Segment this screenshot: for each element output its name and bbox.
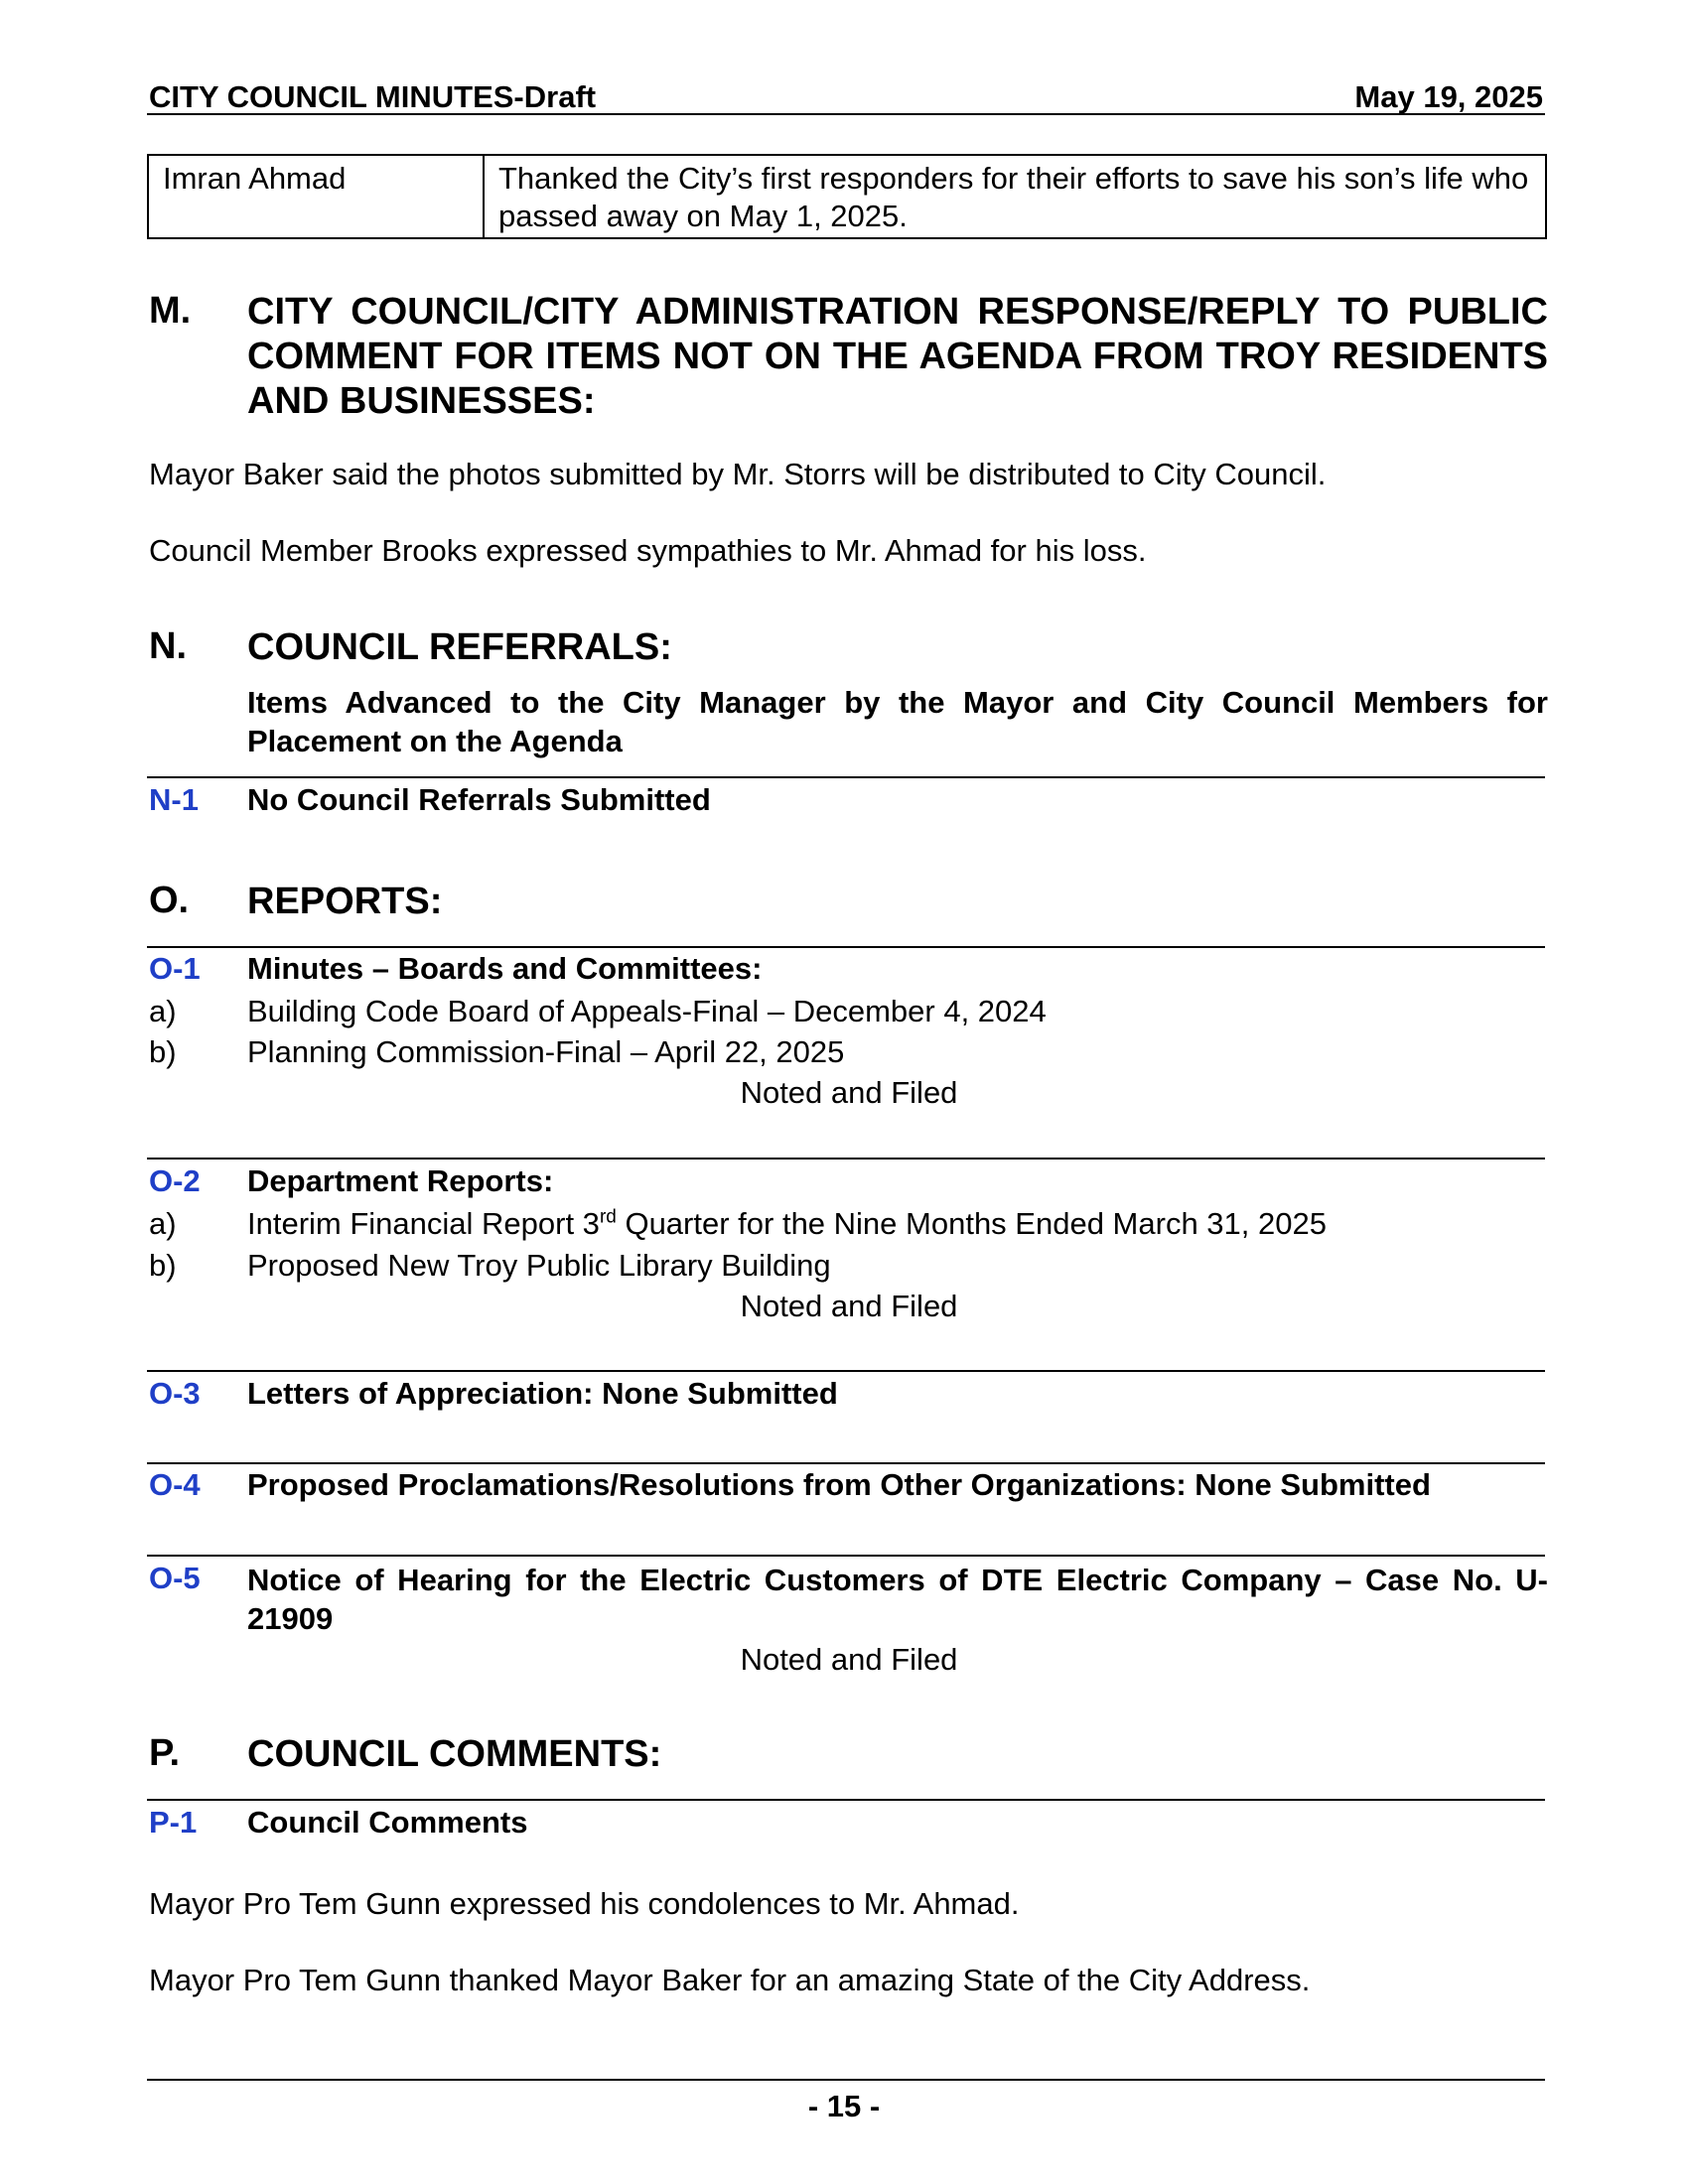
section-rule — [147, 1158, 1545, 1160]
document-header-date: May 19, 2025 — [1354, 79, 1543, 114]
item-title-o-1: Minutes – Boards and Committees: — [247, 951, 763, 986]
item-code-p-1: P-1 — [149, 1805, 198, 1840]
o-2-subitem-a-letter: a) — [149, 1206, 177, 1241]
section-rule — [147, 776, 1545, 778]
item-title-p-1: Council Comments — [247, 1805, 528, 1840]
comment-text: Thanked the City’s first responders for their efforts to save his son’s life who passed away on May 1, 2025. — [484, 155, 1546, 238]
item-code-o-4: O-4 — [149, 1467, 201, 1502]
section-n-letter: N. — [149, 625, 187, 667]
item-code-o-2: O-2 — [149, 1163, 201, 1198]
page-number: - 15 - — [807, 2089, 881, 2123]
o-1-subitem-a-text: Building Code Board of Appeals-Final – December 4, 2024 — [247, 994, 1047, 1028]
section-n-subtitle: Items Advanced to the City Manager by the Mayor and City Council Members for Placement on the Agenda — [247, 685, 1548, 758]
section-m-letter: M. — [149, 290, 192, 332]
section-o-title: REPORTS: — [247, 881, 443, 922]
o-1-disposition: Noted and Filed — [740, 1075, 958, 1110]
ordinal-suffix: rd — [599, 1206, 617, 1228]
section-rule — [147, 1799, 1545, 1801]
item-title-n-1: No Council Referrals Submitted — [247, 782, 711, 817]
o-5-disposition: Noted and Filed — [740, 1642, 958, 1677]
section-rule — [147, 1462, 1545, 1464]
item-code-o-1: O-1 — [149, 951, 201, 986]
section-rule — [147, 946, 1545, 948]
header-rule — [147, 113, 1545, 115]
o-2-subitem-a-text: Interim Financial Report 3rd Quarter for the Nine Months Ended March 31, 2025 — [247, 1206, 1327, 1241]
o-1-subitem-b-letter: b) — [149, 1034, 177, 1069]
section-m-title: CITY COUNCIL/CITY ADMINISTRATION RESPONSE/REPLY TO PUBLIC COMMENT FOR ITEMS NOT ON THE AGENDA FROM TROY RESIDENTS AND BUSINESSES: — [247, 291, 1548, 422]
o-2-subitem-b-letter: b) — [149, 1248, 177, 1283]
item-code-o-3: O-3 — [149, 1376, 201, 1411]
public-comment-table — [147, 154, 1547, 239]
section-o-letter: O. — [149, 880, 190, 921]
item-code-n-1: N-1 — [149, 782, 199, 817]
commenter-name: Imran Ahmad — [148, 155, 484, 238]
o-2-subitem-b-text: Proposed New Troy Public Library Building — [247, 1248, 831, 1283]
item-title-o-2: Department Reports: — [247, 1163, 554, 1198]
section-m-paragraph-2: Council Member Brooks expressed sympathies to Mr. Ahmad for his loss. — [149, 533, 1147, 568]
section-rule — [147, 1555, 1545, 1557]
o-1-subitem-b-text: Planning Commission-Final – April 22, 2025 — [247, 1034, 845, 1069]
table-row — [148, 155, 1546, 238]
footer-rule — [147, 2079, 1545, 2081]
item-title-o-5: Notice of Hearing for the Electric Customers of DTE Electric Company – Case No. U-21909 — [247, 1563, 1548, 1636]
section-p-paragraph-1: Mayor Pro Tem Gunn expressed his condolences to Mr. Ahmad. — [149, 1886, 1020, 1921]
document-header-title: CITY COUNCIL MINUTES-Draft — [149, 79, 597, 114]
section-p-title: COUNCIL COMMENTS: — [247, 1733, 662, 1775]
item-title-o-4: Proposed Proclamations/Resolutions from Other Organizations: None Submitted — [247, 1467, 1431, 1502]
item-title-o-3: Letters of Appreciation: None Submitted — [247, 1376, 838, 1411]
section-rule — [147, 1370, 1545, 1372]
o-2-disposition: Noted and Filed — [740, 1289, 958, 1323]
item-code-o-5: O-5 — [149, 1561, 201, 1595]
section-p-letter: P. — [149, 1732, 181, 1774]
section-m-paragraph-1: Mayor Baker said the photos submitted by Mr. Storrs will be distributed to City Council. — [149, 457, 1327, 491]
section-p-paragraph-2: Mayor Pro Tem Gunn thanked Mayor Baker for an amazing State of the City Address. — [149, 1963, 1311, 1997]
o-1-subitem-a-letter: a) — [149, 994, 177, 1028]
section-n-title: COUNCIL REFERRALS: — [247, 626, 672, 668]
